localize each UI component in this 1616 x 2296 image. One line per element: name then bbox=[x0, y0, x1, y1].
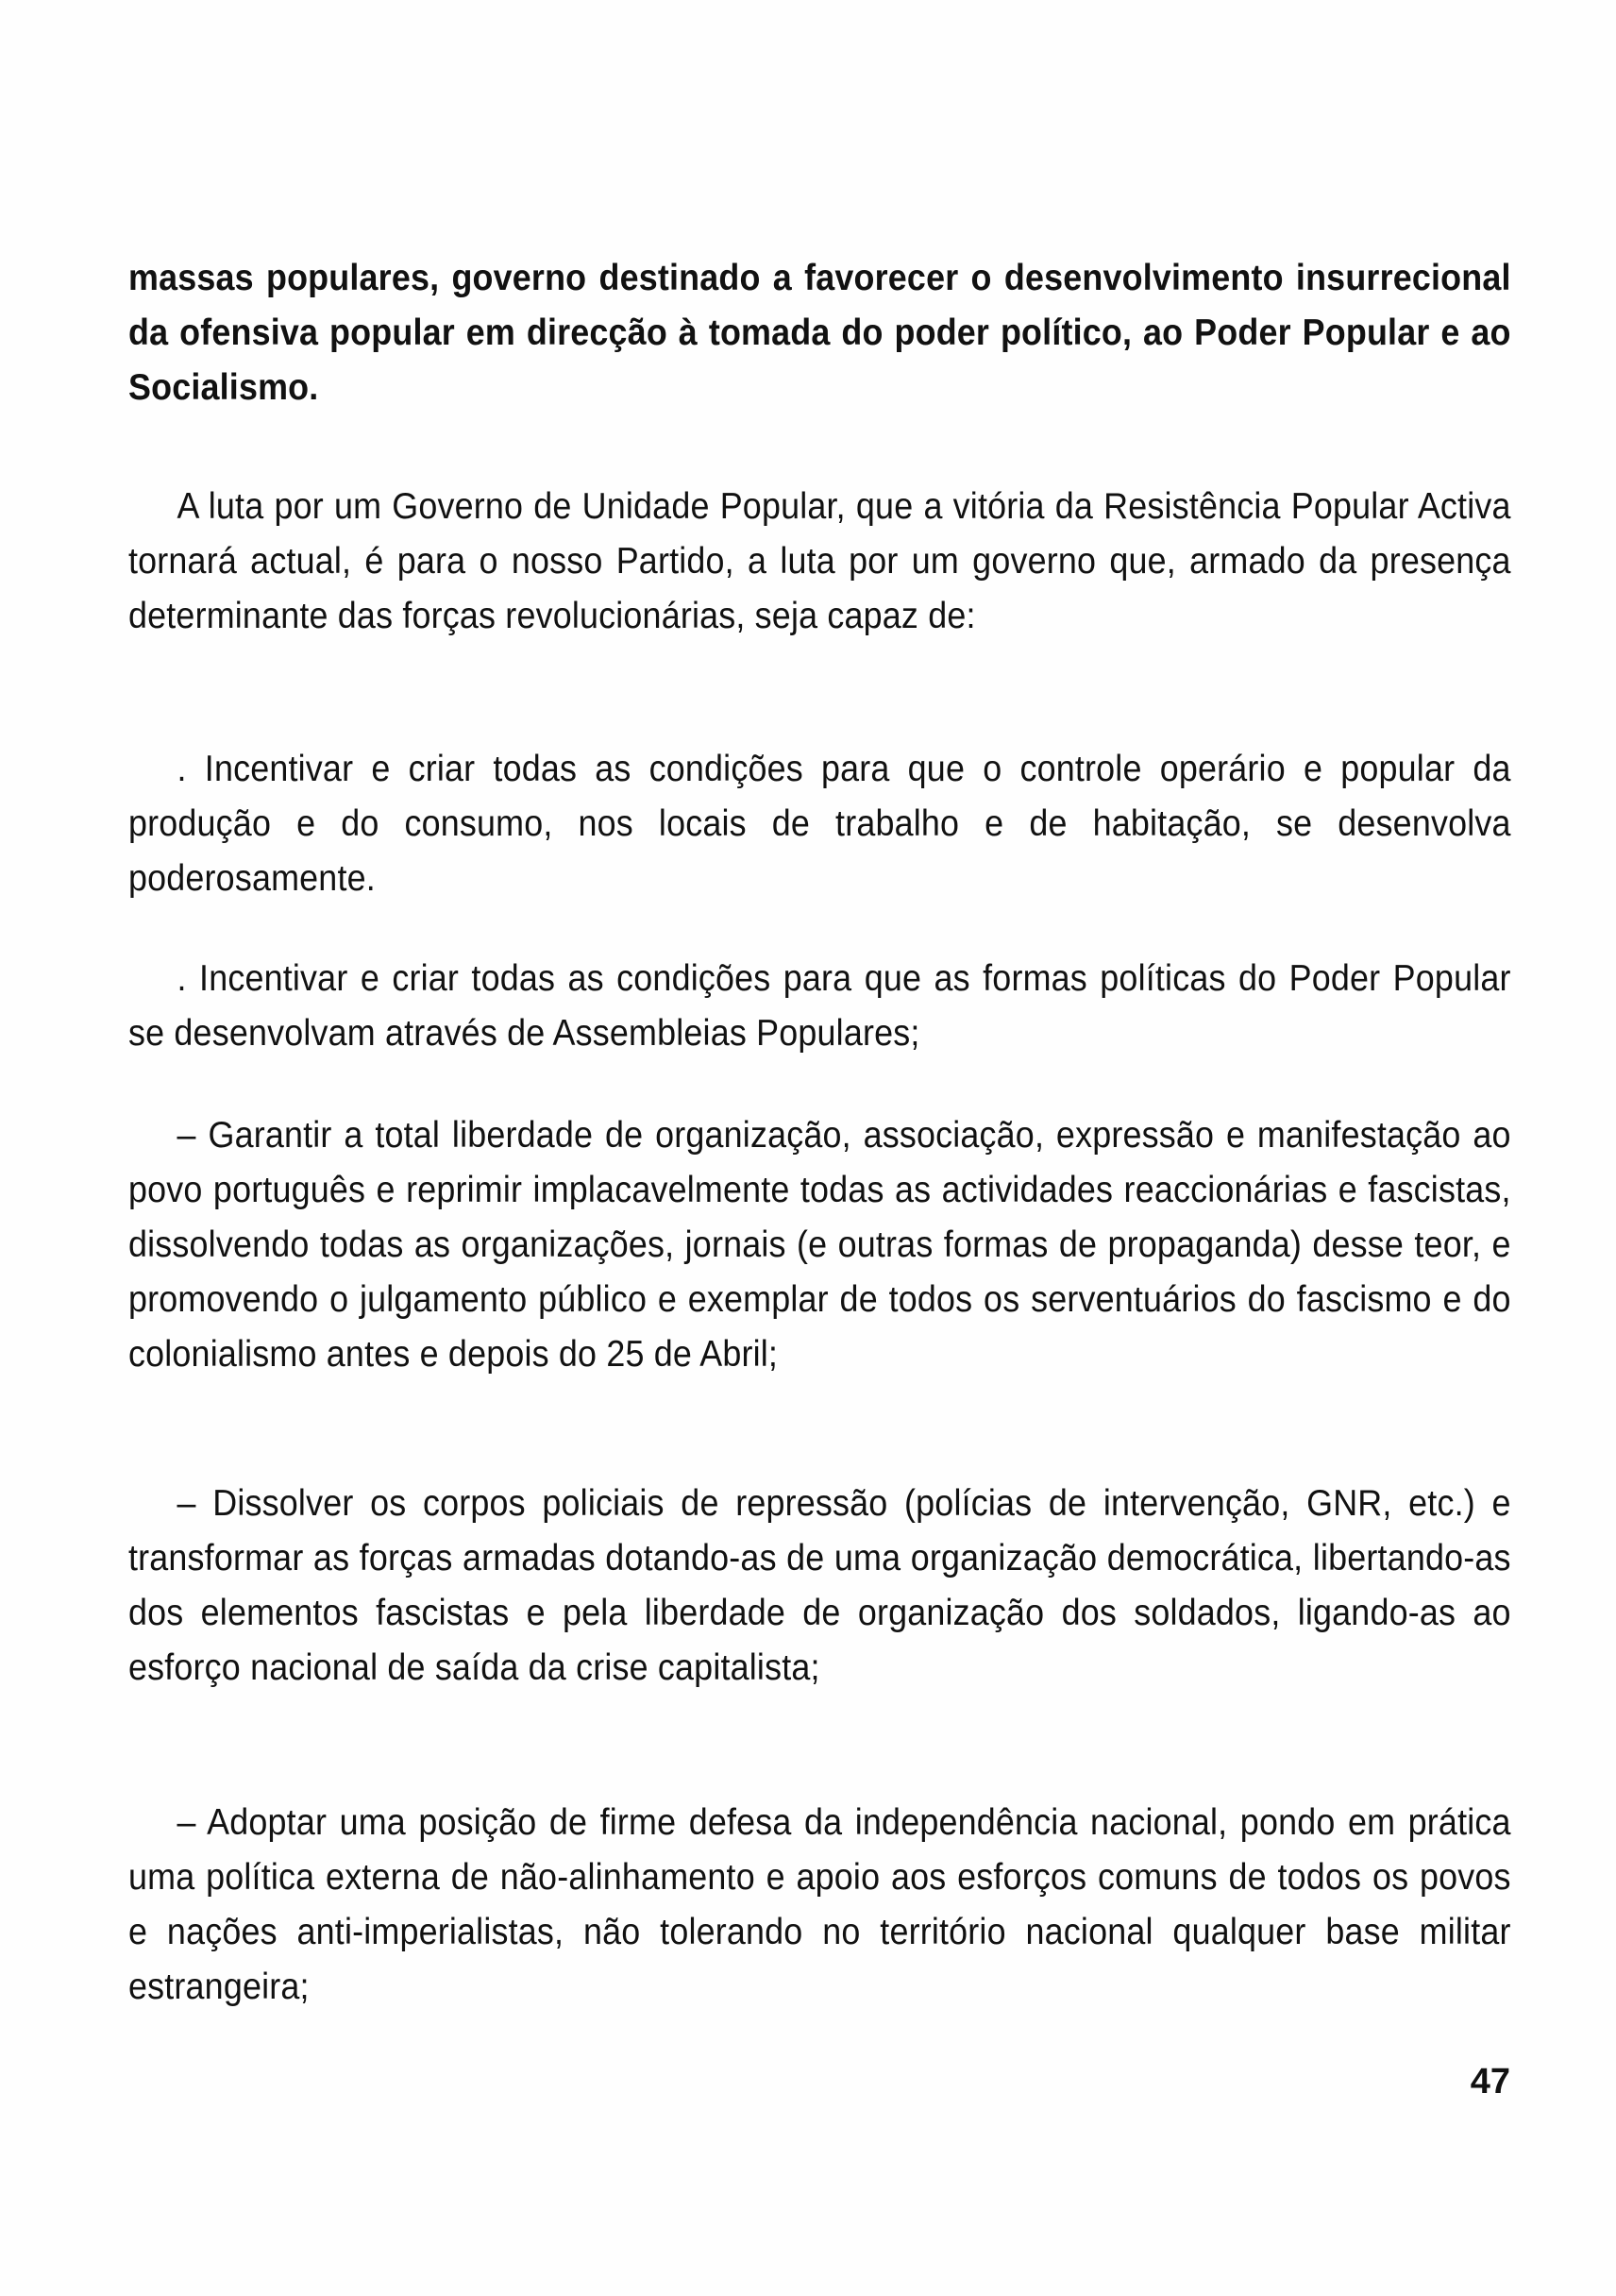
paragraph-6: – Dissolver os corpos policiais de repressão (polícias de intervenção, GNR, etc.) e transformar as forças armadas dotando-as de uma organização democrática, libertando-as dos elementos fascistas e pela liberdade de organização dos soldados, ligando-as ao esforço nacional de saída da crise capitalista; bbox=[128, 1483, 1511, 1688]
paragraph-2: A luta por um Governo de Unidade Popular, que a vitória da Resistência Popular Activa tornará actual, é para o nosso Partido, a luta por um governo que, armado da presença determinante das forças revolucionárias, seja capaz de: bbox=[128, 486, 1511, 636]
paragraph-4: . Incentivar e criar todas as condições para que as formas políticas do Poder Popular se desenvolvam através de Assembleias Populares; bbox=[128, 958, 1511, 1054]
paragraph-7: – Adoptar uma posição de firme defesa da independência nacional, pondo em prática uma política externa de não-alinhamento e apoio aos esforços comuns de todos os povos e nações anti-imperialistas, não tolerando no território nacional qualquer base militar estrangeira; bbox=[128, 1802, 1511, 2007]
page-number: 47 bbox=[1470, 2062, 1510, 2102]
paragraph-3: . Incentivar e criar todas as condições para que o controle operário e popular da produção e do consumo, nos locais de trabalho e de habitação, se desenvolva poderosamente. bbox=[128, 749, 1511, 899]
paragraph-5: – Garantir a total liberdade de organização, associação, expressão e manifestação ao povo português e reprimir implacavelmente todas as actividades reaccionárias e fascistas, dissolvendo todas as organizações, jornais (e outras formas de propaganda) desse teor, e promovendo o julgamento público e exemplar de todos os serventuários do fascismo e do colonialismo antes e depois do 25 de Abril; bbox=[128, 1115, 1511, 1375]
paragraph-1: massas populares, governo destinado a favorecer o desenvolvimento insurrecional da ofensiva popular em direcção à tomada do poder político, ao Poder Popular e ao Socialismo. bbox=[128, 258, 1511, 408]
